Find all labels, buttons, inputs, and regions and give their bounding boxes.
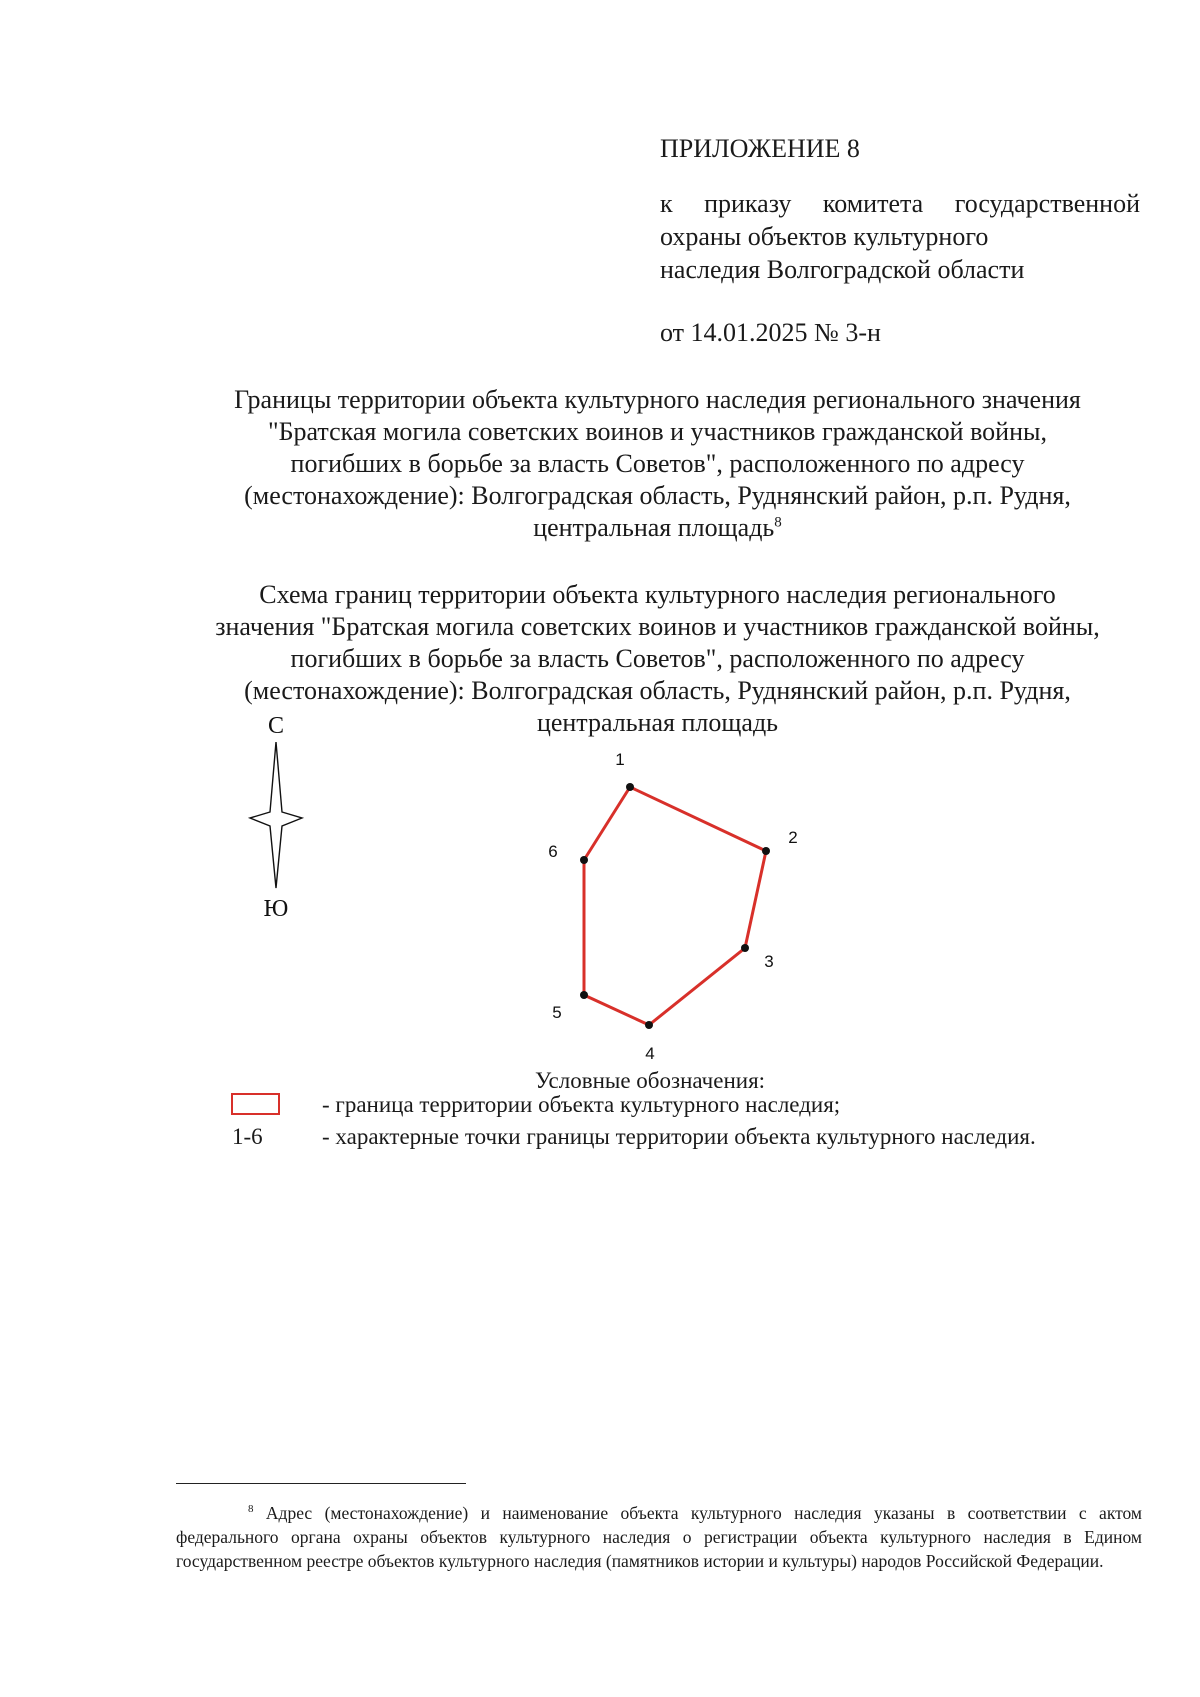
order-line-1: к приказу комитета государственной bbox=[660, 189, 1140, 218]
boundary-point-label-6: 6 bbox=[548, 842, 558, 861]
heading-line: (местонахождение): Волгоградская область, Руднянский район, р.п. Рудня, bbox=[244, 481, 1071, 510]
boundary-points bbox=[548, 750, 797, 1063]
order-line-3: наследия Волгоградской области bbox=[660, 255, 1025, 284]
heading-line: значения "Братская могила советских воинов и участников гражданской войны, bbox=[215, 612, 1100, 641]
footnote-separator bbox=[176, 1483, 466, 1484]
boundary-point-label-5: 5 bbox=[552, 1003, 562, 1022]
heading-line: Схема границ территории объекта культурного наследия регионального bbox=[259, 580, 1056, 609]
legend-points-text: - характерные точки границы территории объекта культурного наследия. bbox=[322, 1124, 1036, 1149]
heading-line: погибших в борьбе за власть Советов", расположенного по адресу bbox=[290, 644, 1025, 673]
boundary-point-6 bbox=[580, 856, 588, 864]
footnote-ref[interactable]: 8 bbox=[774, 514, 782, 531]
boundary-point-1 bbox=[626, 783, 634, 791]
territory-boundary bbox=[584, 787, 766, 1025]
compass-south-label: Ю bbox=[263, 896, 289, 922]
boundary-point-label-3: 3 bbox=[764, 952, 774, 971]
compass-star-shape bbox=[250, 742, 302, 888]
heading-line: (местонахождение): Волгоградская область, Руднянский район, р.п. Рудня, bbox=[244, 676, 1071, 705]
legend-title: Условные обозначения: bbox=[535, 1068, 766, 1093]
boundary-point-5 bbox=[580, 991, 588, 999]
legend-boundary-swatch bbox=[231, 1093, 280, 1115]
order-line-2: охраны объектов культурного bbox=[660, 222, 989, 251]
legend-points-key: 1-6 bbox=[232, 1124, 263, 1149]
boundary-point-label-4: 4 bbox=[645, 1044, 655, 1063]
footnote-text: Адрес (местонахождение) и наименование объекта культурного наследия указаны в соответствии с актом федерального органа охраны объектов культурного наследия о регистрации объекта культурного наследия в Едином государственном реестре объектов культурного наследия (памятников истории и культуры) народов Российской Федерации. bbox=[176, 1502, 1143, 1571]
heading-line: Границы территории объекта культурного наследия регионального значения bbox=[234, 385, 1081, 414]
footnote-mark: 8 bbox=[248, 1503, 254, 1515]
boundary-point-2 bbox=[762, 847, 770, 855]
heading-line: погибших в борьбе за власть Советов", расположенного по адресу bbox=[290, 449, 1025, 478]
boundary-point-label-2: 2 bbox=[788, 828, 798, 847]
boundary-point-label-1: 1 bbox=[615, 750, 625, 769]
order-date-number: от 14.01.2025 № 3-н bbox=[660, 318, 881, 347]
footnote bbox=[176, 1497, 1142, 1573]
boundary-point-4 bbox=[645, 1021, 653, 1029]
compass-north-label: С bbox=[267, 713, 285, 739]
boundary-point-3 bbox=[741, 944, 749, 952]
north-arrow-icon bbox=[250, 713, 302, 922]
heading-line: центральная площадь bbox=[536, 708, 779, 737]
appendix-title: ПРИЛОЖЕНИЕ 8 bbox=[660, 134, 860, 163]
legend-boundary-text: - граница территории объекта культурного наследия; bbox=[322, 1092, 841, 1117]
heading-line: центральная площадь bbox=[533, 513, 775, 542]
heading-line: "Братская могила советских воинов и участников гражданской войны, bbox=[268, 417, 1047, 446]
